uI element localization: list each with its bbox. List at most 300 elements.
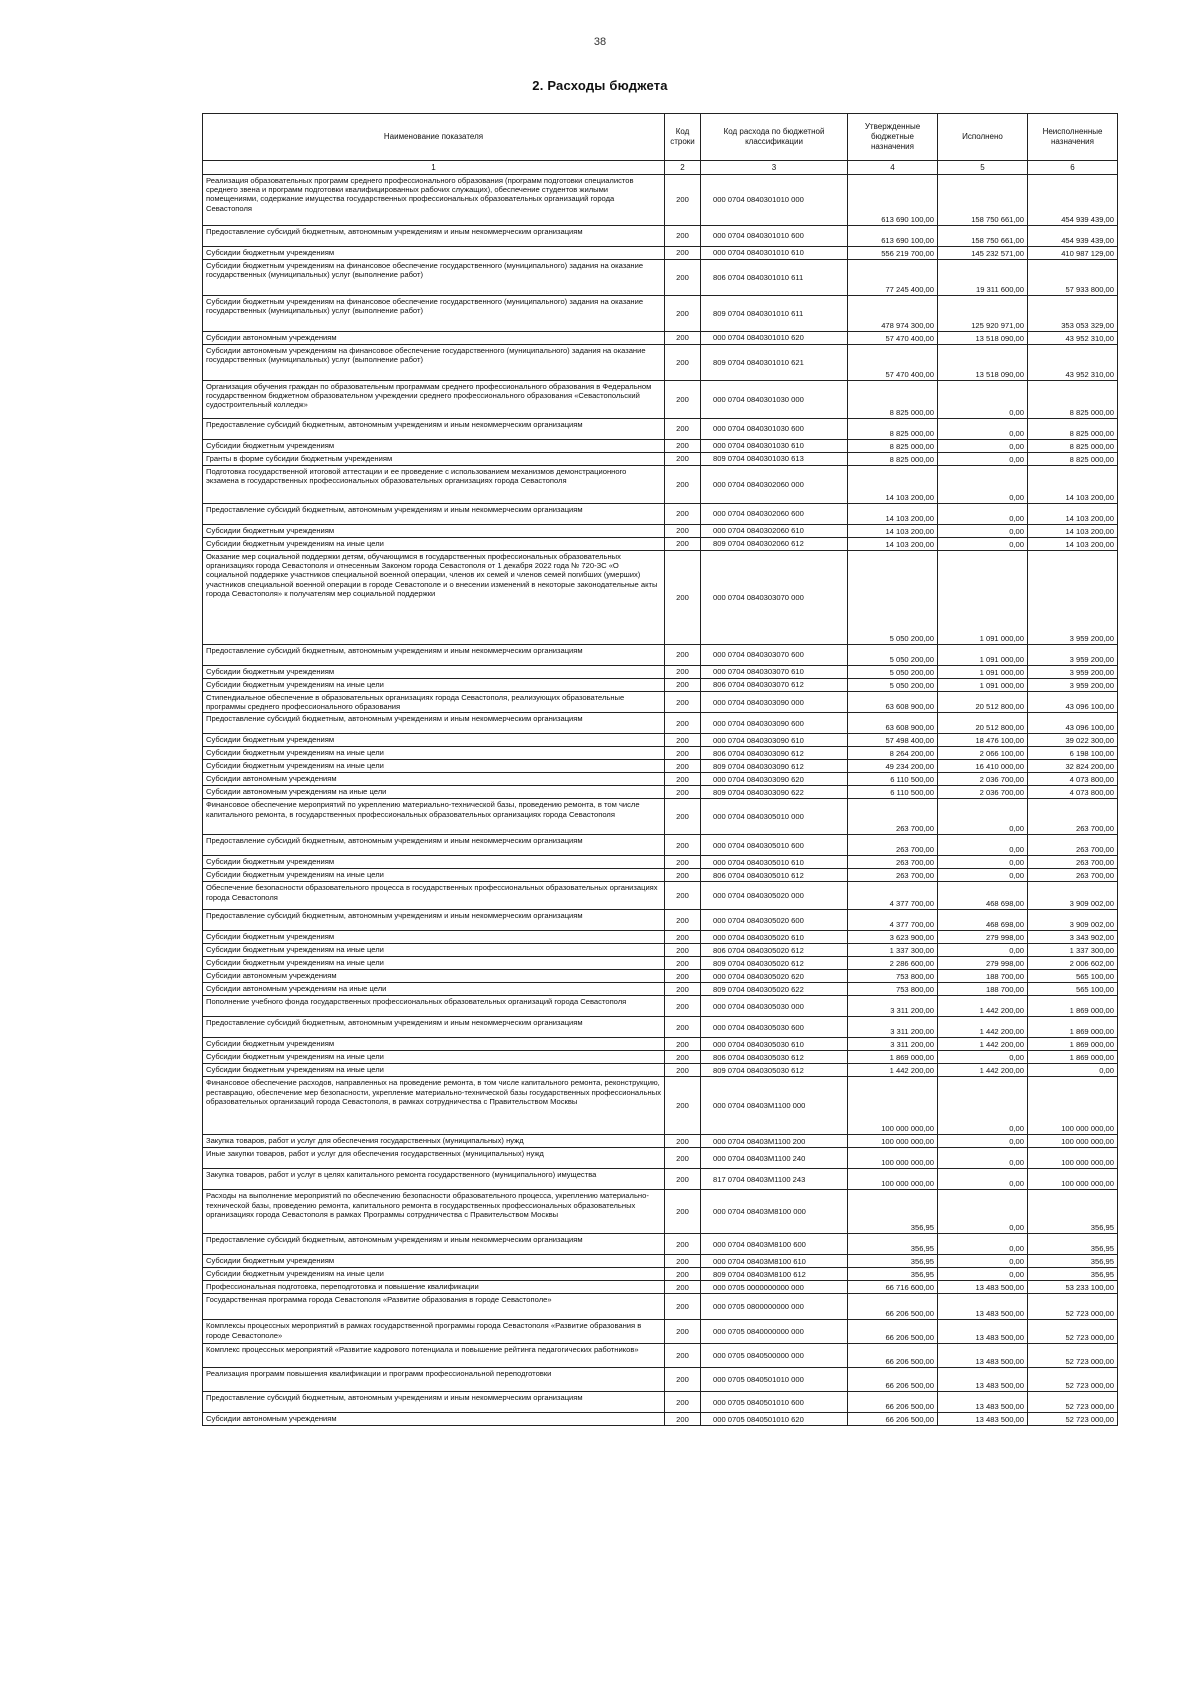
row-name-cell: Субсидии бюджетным учреждениям на иные цели	[203, 957, 665, 970]
row-name-cell: Субсидии бюджетным учреждениям на иные цели	[203, 869, 665, 882]
row-executed-cell: 0,00	[938, 1169, 1028, 1190]
header-name: Наименование показателя	[203, 114, 665, 161]
row-name-cell: Профессиональная подготовка, переподготовка и повышение квалификации	[203, 1281, 665, 1294]
row-approved-cell: 3 311 200,00	[848, 1017, 938, 1038]
header-number: 5	[938, 161, 1028, 175]
row-line-code-cell: 200	[665, 381, 701, 419]
table-row	[203, 666, 1118, 679]
row-name-cell: Расходы на выполнение мероприятий по обеспечению безопасности образовательного процесса, укреплению материально-технической базы, проведению ремонта, капитального ремонта в государственных профессиональных образовательных организациях города Севастополя в рамках Программы сотрудничества с Правительством Москвы	[203, 1190, 665, 1234]
row-name-cell: Субсидии бюджетным учреждениям	[203, 1038, 665, 1051]
table-row	[203, 1135, 1118, 1148]
row-unexecuted-cell: 14 103 200,00	[1028, 538, 1118, 551]
row-approved-cell: 753 800,00	[848, 983, 938, 996]
row-kbk-cell: 000 0704 0840301010 000	[701, 175, 848, 226]
row-kbk-cell: 809 0704 0840302060 612	[701, 538, 848, 551]
row-unexecuted-cell: 410 987 129,00	[1028, 247, 1118, 260]
row-approved-cell: 66 716 600,00	[848, 1281, 938, 1294]
row-kbk-cell: 809 0704 0840305020 622	[701, 983, 848, 996]
row-executed-cell: 20 512 800,00	[938, 692, 1028, 713]
row-line-code-cell: 200	[665, 1077, 701, 1135]
header-number-row	[203, 161, 1118, 175]
row-approved-cell: 356,95	[848, 1234, 938, 1255]
row-kbk-cell: 000 0704 0840302060 600	[701, 504, 848, 525]
table-row	[203, 1234, 1118, 1255]
row-line-code-cell: 200	[665, 882, 701, 910]
row-unexecuted-cell: 0,00	[1028, 1064, 1118, 1077]
row-executed-cell: 1 091 000,00	[938, 645, 1028, 666]
row-name-cell: Предоставление субсидий бюджетным, автономным учреждениям и иным некоммерческим организациям	[203, 1392, 665, 1413]
row-executed-cell: 1 442 200,00	[938, 1064, 1028, 1077]
row-unexecuted-cell: 454 939 439,00	[1028, 175, 1118, 226]
table-row	[203, 504, 1118, 525]
row-unexecuted-cell: 53 233 100,00	[1028, 1281, 1118, 1294]
row-executed-cell: 20 512 800,00	[938, 713, 1028, 734]
table-row	[203, 1368, 1118, 1392]
row-kbk-cell: 000 0704 0840301010 610	[701, 247, 848, 260]
row-executed-cell: 0,00	[938, 1190, 1028, 1234]
row-approved-cell: 478 974 300,00	[848, 296, 938, 332]
row-unexecuted-cell: 32 824 200,00	[1028, 760, 1118, 773]
row-line-code-cell: 200	[665, 799, 701, 835]
row-name-cell: Субсидии бюджетным учреждениям на иные цели	[203, 760, 665, 773]
row-unexecuted-cell: 1 869 000,00	[1028, 1038, 1118, 1051]
row-executed-cell: 0,00	[938, 1051, 1028, 1064]
row-kbk-cell: 000 0704 0840301030 610	[701, 440, 848, 453]
row-line-code-cell: 200	[665, 1294, 701, 1320]
row-name-cell: Финансовое обеспечение мероприятий по укреплению материально-технической базы, проведению ремонта, в том числе капитального ремонта, в государственных профессиональных образовательных организациях города Севастополя	[203, 799, 665, 835]
row-kbk-cell: 000 0704 0840303090 000	[701, 692, 848, 713]
row-name-cell: Предоставление субсидий бюджетным, автономным учреждениям и иным некоммерческим организациям	[203, 1017, 665, 1038]
table-row	[203, 957, 1118, 970]
expenses-table-wrapper	[202, 113, 1117, 1426]
table-row	[203, 1017, 1118, 1038]
row-unexecuted-cell: 3 909 002,00	[1028, 910, 1118, 931]
row-line-code-cell: 200	[665, 1344, 701, 1368]
row-approved-cell: 356,95	[848, 1190, 938, 1234]
row-unexecuted-cell: 356,95	[1028, 1268, 1118, 1281]
row-approved-cell: 100 000 000,00	[848, 1077, 938, 1135]
row-executed-cell: 0,00	[938, 869, 1028, 882]
row-approved-cell: 100 000 000,00	[848, 1135, 938, 1148]
row-approved-cell: 356,95	[848, 1255, 938, 1268]
row-approved-cell: 63 608 900,00	[848, 692, 938, 713]
row-approved-cell: 1 869 000,00	[848, 1051, 938, 1064]
row-line-code-cell: 200	[665, 856, 701, 869]
table-row	[203, 734, 1118, 747]
row-unexecuted-cell: 8 825 000,00	[1028, 440, 1118, 453]
row-line-code-cell: 200	[665, 332, 701, 345]
row-executed-cell: 13 518 090,00	[938, 332, 1028, 345]
row-name-cell: Субсидии бюджетным учреждениям на иные цели	[203, 1268, 665, 1281]
row-executed-cell: 0,00	[938, 419, 1028, 440]
row-name-cell: Предоставление субсидий бюджетным, автономным учреждениям и иным некоммерческим организациям	[203, 226, 665, 247]
row-line-code-cell: 200	[665, 1368, 701, 1392]
row-line-code-cell: 200	[665, 666, 701, 679]
row-name-cell: Субсидии автономным учреждениям	[203, 1413, 665, 1426]
table-row	[203, 882, 1118, 910]
row-name-cell: Субсидии бюджетным учреждениям на финансовое обеспечение государственного (муниципального) задания на оказание государственных (муниципальных) услуг (выполнение работ)	[203, 296, 665, 332]
row-name-cell: Предоставление субсидий бюджетным, автономным учреждениям и иным некоммерческим организациям	[203, 645, 665, 666]
row-name-cell: Субсидии бюджетным учреждениям	[203, 734, 665, 747]
row-kbk-cell: 000 0704 0840305030 610	[701, 1038, 848, 1051]
row-executed-cell: 279 998,00	[938, 931, 1028, 944]
row-unexecuted-cell: 263 700,00	[1028, 869, 1118, 882]
row-name-cell: Предоставление субсидий бюджетным, автономным учреждениям и иным некоммерческим организациям	[203, 713, 665, 734]
row-kbk-cell: 000 0705 0840501010 600	[701, 1392, 848, 1413]
row-name-cell: Субсидии бюджетным учреждениям	[203, 931, 665, 944]
row-kbk-cell: 806 0704 0840305010 612	[701, 869, 848, 882]
row-unexecuted-cell: 100 000 000,00	[1028, 1077, 1118, 1135]
row-line-code-cell: 200	[665, 944, 701, 957]
row-line-code-cell: 200	[665, 1064, 701, 1077]
row-line-code-cell: 200	[665, 734, 701, 747]
header-number: 4	[848, 161, 938, 175]
table-row	[203, 381, 1118, 419]
row-kbk-cell: 000 0704 0840302060 610	[701, 525, 848, 538]
table-row	[203, 1038, 1118, 1051]
row-approved-cell: 613 690 100,00	[848, 175, 938, 226]
header-number: 2	[665, 161, 701, 175]
row-name-cell: Гранты в форме субсидии бюджетным учреждениям	[203, 453, 665, 466]
row-executed-cell: 158 750 661,00	[938, 226, 1028, 247]
row-unexecuted-cell: 1 869 000,00	[1028, 1017, 1118, 1038]
row-line-code-cell: 200	[665, 1234, 701, 1255]
row-executed-cell: 188 700,00	[938, 983, 1028, 996]
row-approved-cell: 63 608 900,00	[848, 713, 938, 734]
row-kbk-cell: 000 0704 08403M8100 610	[701, 1255, 848, 1268]
row-unexecuted-cell: 1 869 000,00	[1028, 996, 1118, 1017]
row-unexecuted-cell: 356,95	[1028, 1255, 1118, 1268]
row-kbk-cell: 806 0704 0840301010 611	[701, 260, 848, 296]
header-unexecuted: Неисполненные назначения	[1028, 114, 1118, 161]
row-unexecuted-cell: 2 006 602,00	[1028, 957, 1118, 970]
row-approved-cell: 100 000 000,00	[848, 1169, 938, 1190]
row-kbk-cell: 806 0704 0840305030 612	[701, 1051, 848, 1064]
table-row	[203, 869, 1118, 882]
row-approved-cell: 8 825 000,00	[848, 453, 938, 466]
row-name-cell: Субсидии бюджетным учреждениям	[203, 856, 665, 869]
row-line-code-cell: 200	[665, 226, 701, 247]
row-unexecuted-cell: 100 000 000,00	[1028, 1169, 1118, 1190]
table-row	[203, 419, 1118, 440]
row-kbk-cell: 000 0705 0800000000 000	[701, 1294, 848, 1320]
row-executed-cell: 0,00	[938, 1255, 1028, 1268]
row-executed-cell: 18 476 100,00	[938, 734, 1028, 747]
table-row	[203, 786, 1118, 799]
row-kbk-cell: 000 0705 0840500000 000	[701, 1344, 848, 1368]
table-row	[203, 944, 1118, 957]
row-line-code-cell: 200	[665, 983, 701, 996]
row-line-code-cell: 200	[665, 1190, 701, 1234]
table-row	[203, 1392, 1118, 1413]
table-row	[203, 1344, 1118, 1368]
header-line-code: Код строки	[665, 114, 701, 161]
row-line-code-cell: 200	[665, 957, 701, 970]
row-name-cell: Реализация образовательных программ среднего профессионального образования (программ подготовки специалистов среднего звена и программ подготовки квалифицированных рабочих служащих), обеспечение студентов жилыми помещениями, содержание имущества государственных профессиональных образовательных организаций города Севастополя	[203, 175, 665, 226]
row-line-code-cell: 200	[665, 1268, 701, 1281]
row-unexecuted-cell: 454 939 439,00	[1028, 226, 1118, 247]
row-unexecuted-cell: 52 723 000,00	[1028, 1413, 1118, 1426]
row-kbk-cell: 000 0704 08403M8100 000	[701, 1190, 848, 1234]
row-kbk-cell: 000 0704 0840303090 620	[701, 773, 848, 786]
row-name-cell: Пополнение учебного фонда государственных профессиональных образовательных организаций города Севастополя	[203, 996, 665, 1017]
row-name-cell: Субсидии бюджетным учреждениям	[203, 247, 665, 260]
row-kbk-cell: 000 0704 08403M8100 600	[701, 1234, 848, 1255]
row-name-cell: Комплекс процессных мероприятий «Развитие кадрового потенциала и повышение рейтинга педагогических работников»	[203, 1344, 665, 1368]
row-approved-cell: 8 825 000,00	[848, 381, 938, 419]
row-approved-cell: 263 700,00	[848, 856, 938, 869]
row-kbk-cell: 000 0705 0840000000 000	[701, 1320, 848, 1344]
row-unexecuted-cell: 263 700,00	[1028, 856, 1118, 869]
row-line-code-cell: 200	[665, 175, 701, 226]
row-executed-cell: 13 483 500,00	[938, 1320, 1028, 1344]
row-approved-cell: 613 690 100,00	[848, 226, 938, 247]
row-executed-cell: 125 920 971,00	[938, 296, 1028, 332]
header-number: 3	[701, 161, 848, 175]
row-approved-cell: 1 337 300,00	[848, 944, 938, 957]
row-approved-cell: 14 103 200,00	[848, 466, 938, 504]
expenses-table	[202, 113, 1118, 1426]
row-unexecuted-cell: 353 053 329,00	[1028, 296, 1118, 332]
row-name-cell: Финансовое обеспечение расходов, направленных на проведение ремонта, в том числе капитального ремонта, реконструкцию, реставрацию, обеспечение мер безопасности, укрепление материально-технической базы государственных профессиональных образовательных организаций города Севастополя, в рамках сотрудничества с Правительством Москвы	[203, 1077, 665, 1135]
row-approved-cell: 14 103 200,00	[848, 504, 938, 525]
table-row	[203, 1051, 1118, 1064]
row-line-code-cell: 200	[665, 551, 701, 645]
row-unexecuted-cell: 52 723 000,00	[1028, 1392, 1118, 1413]
row-executed-cell: 1 442 200,00	[938, 1038, 1028, 1051]
row-kbk-cell: 000 0705 0000000000 000	[701, 1281, 848, 1294]
row-kbk-cell: 000 0704 0840303070 600	[701, 645, 848, 666]
row-approved-cell: 77 245 400,00	[848, 260, 938, 296]
row-line-code-cell: 200	[665, 835, 701, 856]
row-name-cell: Оказание мер социальной поддержки детям, обучающимся в государственных профессиональных образовательных организациях города Севастополя и отнесенным Законом города Севастополя от 1 декабря 2022 года № 720-ЗС «О социальной поддержке участников специальной военной операции, членов их семей и членов семей погибших (умерших) участников специальной военной операции в городе Севастополе и о внесении изменений в некоторые законодательные акты города Севастополя» к получателям мер социальной поддержки	[203, 551, 665, 645]
row-line-code-cell: 200	[665, 538, 701, 551]
row-approved-cell: 5 050 200,00	[848, 551, 938, 645]
row-approved-cell: 5 050 200,00	[848, 666, 938, 679]
table-row	[203, 1320, 1118, 1344]
table-body	[203, 175, 1118, 1426]
row-executed-cell: 19 311 600,00	[938, 260, 1028, 296]
row-executed-cell: 0,00	[938, 1077, 1028, 1135]
row-line-code-cell: 200	[665, 679, 701, 692]
table-row	[203, 996, 1118, 1017]
row-kbk-cell: 817 0704 08403M1100 243	[701, 1169, 848, 1190]
table-row	[203, 247, 1118, 260]
header-row	[203, 114, 1118, 161]
table-row	[203, 1294, 1118, 1320]
table-row	[203, 296, 1118, 332]
row-approved-cell: 14 103 200,00	[848, 538, 938, 551]
row-executed-cell: 13 518 090,00	[938, 345, 1028, 381]
row-line-code-cell: 200	[665, 1413, 701, 1426]
row-approved-cell: 66 206 500,00	[848, 1320, 938, 1344]
row-line-code-cell: 200	[665, 440, 701, 453]
row-executed-cell: 468 698,00	[938, 910, 1028, 931]
row-kbk-cell: 809 0704 0840301010 611	[701, 296, 848, 332]
row-line-code-cell: 200	[665, 1320, 701, 1344]
row-unexecuted-cell: 8 825 000,00	[1028, 381, 1118, 419]
row-line-code-cell: 200	[665, 296, 701, 332]
row-approved-cell: 1 442 200,00	[848, 1064, 938, 1077]
row-unexecuted-cell: 3 959 200,00	[1028, 666, 1118, 679]
table-row	[203, 440, 1118, 453]
row-name-cell: Закупка товаров, работ и услуг для обеспечения государственных (муниципальных) нужд	[203, 1135, 665, 1148]
row-executed-cell: 468 698,00	[938, 882, 1028, 910]
table-row	[203, 1190, 1118, 1234]
row-kbk-cell: 000 0704 0840303070 610	[701, 666, 848, 679]
row-executed-cell: 0,00	[938, 835, 1028, 856]
row-kbk-cell: 000 0704 0840305010 000	[701, 799, 848, 835]
row-unexecuted-cell: 1 337 300,00	[1028, 944, 1118, 957]
row-unexecuted-cell: 3 909 002,00	[1028, 882, 1118, 910]
row-approved-cell: 5 050 200,00	[848, 679, 938, 692]
row-line-code-cell: 200	[665, 453, 701, 466]
row-executed-cell: 2 036 700,00	[938, 773, 1028, 786]
row-line-code-cell: 200	[665, 1017, 701, 1038]
row-executed-cell: 1 091 000,00	[938, 666, 1028, 679]
row-unexecuted-cell: 8 825 000,00	[1028, 419, 1118, 440]
table-row	[203, 1148, 1118, 1169]
row-kbk-cell: 809 0704 0840303090 612	[701, 760, 848, 773]
row-name-cell: Субсидии автономным учреждениям	[203, 773, 665, 786]
row-approved-cell: 556 219 700,00	[848, 247, 938, 260]
table-row	[203, 332, 1118, 345]
table-row	[203, 175, 1118, 226]
row-unexecuted-cell: 43 952 310,00	[1028, 345, 1118, 381]
row-unexecuted-cell: 3 959 200,00	[1028, 551, 1118, 645]
row-line-code-cell: 200	[665, 970, 701, 983]
row-kbk-cell: 806 0704 0840303070 612	[701, 679, 848, 692]
row-name-cell: Субсидии бюджетным учреждениям на иные цели	[203, 1051, 665, 1064]
row-approved-cell: 100 000 000,00	[848, 1148, 938, 1169]
row-line-code-cell: 200	[665, 996, 701, 1017]
row-approved-cell: 66 206 500,00	[848, 1368, 938, 1392]
row-name-cell: Обеспечение безопасности образовательного процесса в государственных профессиональных образовательных организациях города Севастополя	[203, 882, 665, 910]
row-approved-cell: 57 470 400,00	[848, 332, 938, 345]
table-row	[203, 970, 1118, 983]
table-row	[203, 226, 1118, 247]
row-line-code-cell: 200	[665, 910, 701, 931]
row-unexecuted-cell: 39 022 300,00	[1028, 734, 1118, 747]
row-kbk-cell: 000 0704 08403M1100 000	[701, 1077, 848, 1135]
row-approved-cell: 57 470 400,00	[848, 345, 938, 381]
row-unexecuted-cell: 263 700,00	[1028, 835, 1118, 856]
row-unexecuted-cell: 14 103 200,00	[1028, 525, 1118, 538]
row-line-code-cell: 200	[665, 1148, 701, 1169]
row-line-code-cell: 200	[665, 760, 701, 773]
row-unexecuted-cell: 43 952 310,00	[1028, 332, 1118, 345]
table-row	[203, 799, 1118, 835]
row-approved-cell: 66 206 500,00	[848, 1294, 938, 1320]
row-line-code-cell: 200	[665, 1255, 701, 1268]
row-unexecuted-cell: 565 100,00	[1028, 983, 1118, 996]
row-name-cell: Субсидии бюджетным учреждениям на иные цели	[203, 747, 665, 760]
row-approved-cell: 3 311 200,00	[848, 1038, 938, 1051]
row-line-code-cell: 200	[665, 931, 701, 944]
row-kbk-cell: 000 0704 0840301030 600	[701, 419, 848, 440]
row-approved-cell: 4 377 700,00	[848, 882, 938, 910]
row-executed-cell: 13 483 500,00	[938, 1344, 1028, 1368]
row-name-cell: Реализация программ повышения квалификации и программ профессиональной переподготовки	[203, 1368, 665, 1392]
row-kbk-cell: 000 0704 0840301010 620	[701, 332, 848, 345]
row-line-code-cell: 200	[665, 345, 701, 381]
row-line-code-cell: 200	[665, 504, 701, 525]
row-name-cell: Предоставление субсидий бюджетным, автономным учреждениям и иным некоммерческим организациям	[203, 1234, 665, 1255]
row-executed-cell: 158 750 661,00	[938, 175, 1028, 226]
table-row	[203, 538, 1118, 551]
table-row	[203, 760, 1118, 773]
row-name-cell: Субсидии бюджетным учреждениям	[203, 1255, 665, 1268]
row-executed-cell: 13 483 500,00	[938, 1392, 1028, 1413]
header-kbk: Код расхода по бюджетной классификации	[701, 114, 848, 161]
row-kbk-cell: 806 0704 0840303090 612	[701, 747, 848, 760]
row-approved-cell: 263 700,00	[848, 835, 938, 856]
row-kbk-cell: 809 0704 0840305030 612	[701, 1064, 848, 1077]
row-unexecuted-cell: 52 723 000,00	[1028, 1368, 1118, 1392]
row-unexecuted-cell: 52 723 000,00	[1028, 1344, 1118, 1368]
row-unexecuted-cell: 3 959 200,00	[1028, 645, 1118, 666]
table-row	[203, 1413, 1118, 1426]
row-unexecuted-cell: 57 933 800,00	[1028, 260, 1118, 296]
row-unexecuted-cell: 3 959 200,00	[1028, 679, 1118, 692]
row-executed-cell: 0,00	[938, 1234, 1028, 1255]
row-line-code-cell: 200	[665, 773, 701, 786]
row-unexecuted-cell: 3 343 902,00	[1028, 931, 1118, 944]
table-row	[203, 692, 1118, 713]
row-executed-cell: 1 091 000,00	[938, 679, 1028, 692]
row-approved-cell: 3 311 200,00	[848, 996, 938, 1017]
row-approved-cell: 8 825 000,00	[848, 440, 938, 453]
row-approved-cell: 57 498 400,00	[848, 734, 938, 747]
row-name-cell: Иные закупки товаров, работ и услуг для обеспечения государственных (муниципальных) нужд	[203, 1148, 665, 1169]
table-row	[203, 983, 1118, 996]
row-name-cell: Предоставление субсидий бюджетным, автономным учреждениям и иным некоммерческим организациям	[203, 835, 665, 856]
row-unexecuted-cell: 6 198 100,00	[1028, 747, 1118, 760]
row-kbk-cell: 809 0704 0840305020 612	[701, 957, 848, 970]
row-name-cell: Подготовка государственной итоговой аттестации и ее проведение с использованием механизмов демонстрационного экзамена в государственных профессиональных образовательных организациях города Севастополя	[203, 466, 665, 504]
row-name-cell: Предоставление субсидий бюджетным, автономным учреждениям и иным некоммерческим организациям	[203, 910, 665, 931]
row-unexecuted-cell: 356,95	[1028, 1234, 1118, 1255]
row-name-cell: Субсидии бюджетным учреждениям на иные цели	[203, 538, 665, 551]
row-kbk-cell: 000 0704 0840302060 000	[701, 466, 848, 504]
row-name-cell: Субсидии бюджетным учреждениям	[203, 440, 665, 453]
row-name-cell: Субсидии автономным учреждениям на финансовое обеспечение государственного (муниципального) задания на оказание государственных (муниципальных) услуг (выполнение работ)	[203, 345, 665, 381]
page-number: 38	[593, 36, 607, 48]
row-unexecuted-cell: 8 825 000,00	[1028, 453, 1118, 466]
table-row	[203, 931, 1118, 944]
row-kbk-cell: 000 0704 0840305010 610	[701, 856, 848, 869]
row-kbk-cell: 000 0704 0840303090 610	[701, 734, 848, 747]
row-executed-cell: 1 442 200,00	[938, 996, 1028, 1017]
row-kbk-cell: 809 0704 0840301030 613	[701, 453, 848, 466]
row-kbk-cell: 809 0704 0840301010 621	[701, 345, 848, 381]
row-name-cell: Субсидии бюджетным учреждениям	[203, 525, 665, 538]
row-kbk-cell: 809 0704 08403M8100 612	[701, 1268, 848, 1281]
table-row	[203, 1281, 1118, 1294]
row-name-cell: Стипендиальное обеспечение в образовательных организациях города Севастополя, реализующих образовательные программы среднего профессионального образования	[203, 692, 665, 713]
row-name-cell: Организация обучения граждан по образовательным программам среднего профессионального образования в Федеральном государственном бюджетном образовательном учреждении среднего профессионального образования «Севастопольский судостроительный колледж»	[203, 381, 665, 419]
table-row	[203, 910, 1118, 931]
row-name-cell: Закупка товаров, работ и услуг в целях капитального ремонта государственного (муниципального) имущества	[203, 1169, 665, 1190]
row-unexecuted-cell: 263 700,00	[1028, 799, 1118, 835]
table-row	[203, 551, 1118, 645]
row-executed-cell: 188 700,00	[938, 970, 1028, 983]
row-name-cell: Субсидии автономным учреждениям на иные цели	[203, 786, 665, 799]
page-title: 2. Расходы бюджета	[532, 78, 668, 93]
row-line-code-cell: 200	[665, 260, 701, 296]
table-row	[203, 713, 1118, 734]
row-unexecuted-cell: 43 096 100,00	[1028, 713, 1118, 734]
